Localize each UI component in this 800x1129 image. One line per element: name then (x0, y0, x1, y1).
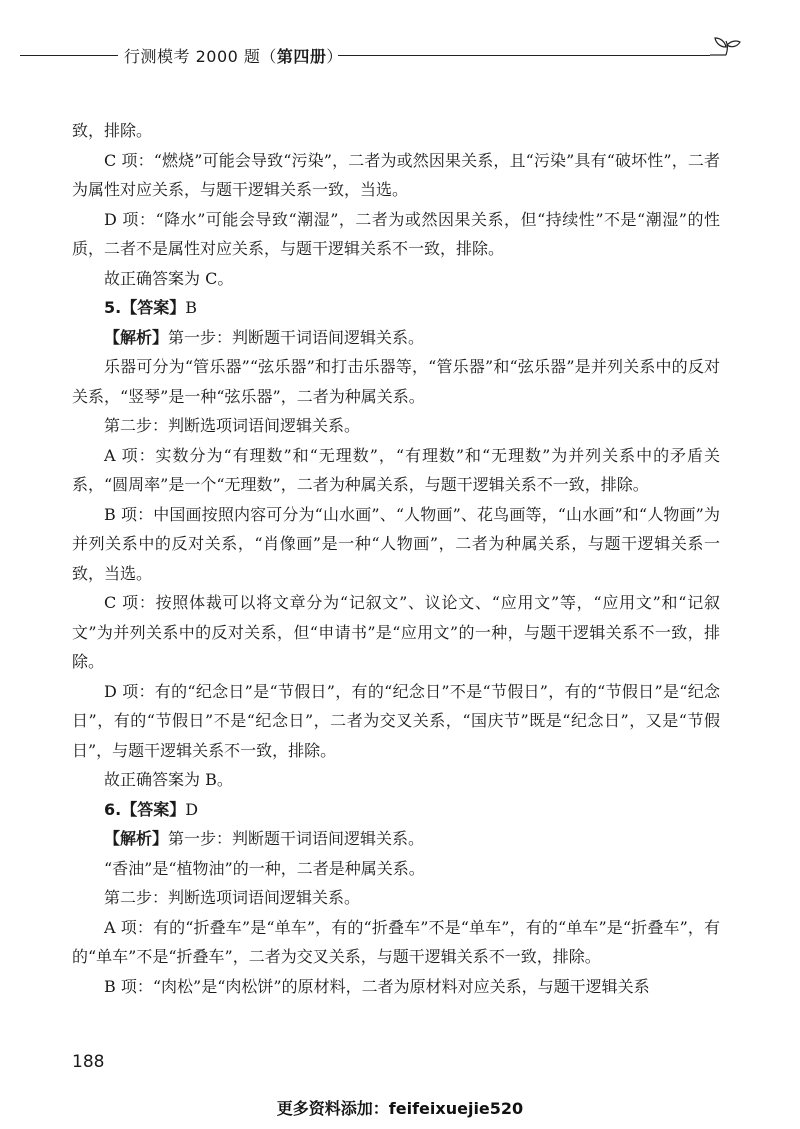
paragraph-text: A 项：有的“折叠车”是“单车”，有的“折叠车”不是“单车”，有的“单车”是“折叠车”，有的“单车”不是“折叠车”，二者为交叉关系，与题干逻辑关系不一致，排除。 (72, 917, 720, 966)
answer-explanation-body (72, 116, 720, 1001)
paragraph-text: D 项：“降水”可能会导致“潮湿”，二者为或然因果关系，但“持续性”不是“潮湿”的性质，二者不是属性对应关系，与题干逻辑关系不一致，排除。 (72, 209, 720, 258)
paragraph-p15 (72, 824, 720, 854)
footer-note: 更多资料添加：feifeixuejie520 (276, 1099, 524, 1118)
paragraph-label: 【解析】 (104, 327, 169, 347)
paragraph-p16 (72, 854, 720, 884)
paragraph-text: B 项：中国画按照内容可分为“山水画”、“人物画”、花鸟画等，“山水画”和“人物画”为并列关系中的反对关系，“肖像画”是一种“人物画”，二者为种属关系，与题干逻辑关系一致，当选。 (72, 504, 720, 583)
header-title-close: ） (326, 47, 343, 66)
sprout-icon (704, 35, 744, 67)
paragraph-text: C 项：“燃烧”可能会导致“污染”，二者为或然因果关系，且“污染”具有“破坏性”，二者为属性对应关系，与题干逻辑关系一致，当选。 (72, 150, 720, 199)
paragraph-p6 (72, 323, 720, 353)
paragraph-p19 (72, 972, 720, 1002)
paragraph-p14 (72, 795, 720, 825)
header-rule-left (20, 55, 118, 56)
paragraph-text: B (185, 298, 197, 317)
paragraph-text: 故正确答案为 B。 (104, 770, 233, 789)
paragraph-text: “香油”是“植物油”的一种，二者是种属关系。 (104, 858, 425, 878)
paragraph-p12 (72, 677, 720, 766)
paragraph-p1 (72, 116, 720, 146)
header-rule-right (338, 55, 710, 56)
paragraph-p4 (72, 264, 720, 294)
paragraph-p7 (72, 352, 720, 411)
paragraph-label: 【解析】 (104, 829, 169, 848)
paragraph-text: C 项：按照体裁可以将文章分为“记叙文”、议论文、“应用文”等，“应用文”和“记叙文”为并列关系中的反对关系，但“申请书”是“应用文”的一种，与题干逻辑关系不一致，排除。 (72, 593, 720, 671)
paragraph-text: B 项：“肉松”是“肉松饼”的原材料，二者为原材料对应关系，与题干逻辑关系 (104, 976, 650, 996)
paragraph-p10 (72, 500, 720, 589)
paragraph-text: 致，排除。 (72, 121, 153, 140)
paragraph-text: A 项：实数分为“有理数”和“无理数”，“有理数”和“无理数”为并列关系中的矛盾关系，“圆周率”是一个“无理数”，二者为种属关系，与题干逻辑关系不一致，排除。 (72, 445, 720, 494)
paragraph-p3 (72, 205, 720, 264)
paragraph-p9 (72, 441, 720, 500)
paragraph-text: 第一步：判断题干词语间逻辑关系。 (168, 829, 425, 848)
paragraph-label: 5.【答案】 (104, 298, 186, 317)
paragraph-text: 乐器可分为“管乐器”“弦乐器”和打击乐器等，“管乐器”和“弦乐器”是并列关系中的反对关系，“竖琴”是一种“弦乐器”，二者为种属关系。 (72, 357, 720, 406)
paragraph-p8 (72, 411, 720, 441)
paragraph-p17 (72, 883, 720, 913)
paragraph-text: 第一步：判断题干词语间逻辑关系。 (168, 327, 425, 347)
paragraph-text: D 项：有的“纪念日”是“节假日”，有的“纪念日”不是“节假日”，有的“节假日”是“纪念日”，有的“节假日”不是“纪念日”，二者为交叉关系，“国庆节”既是“纪念日”，又是“节假日”，与题干逻辑关系不一致，排除。 (72, 681, 720, 760)
paragraph-p18 (72, 913, 720, 972)
paragraph-label: 6.【答案】 (104, 799, 186, 819)
page-number: 188 (72, 1052, 105, 1072)
paragraph-p13 (72, 765, 720, 795)
header-title-volume: 第四册 (276, 47, 327, 66)
header-title-main: 行测模考 2000 题（ (124, 47, 277, 66)
running-header (20, 35, 760, 75)
paragraph-text: 第二步：判断选项词语间逻辑关系。 (104, 888, 361, 907)
paragraph-text: 第二步：判断选项词语间逻辑关系。 (104, 416, 361, 435)
paragraph-p2 (72, 146, 720, 205)
header-title (124, 44, 343, 67)
paragraph-text: 故正确答案为 C。 (104, 268, 234, 288)
paragraph-p11 (72, 588, 720, 677)
paragraph-text: D (185, 799, 199, 819)
paragraph-p5 (72, 293, 720, 323)
